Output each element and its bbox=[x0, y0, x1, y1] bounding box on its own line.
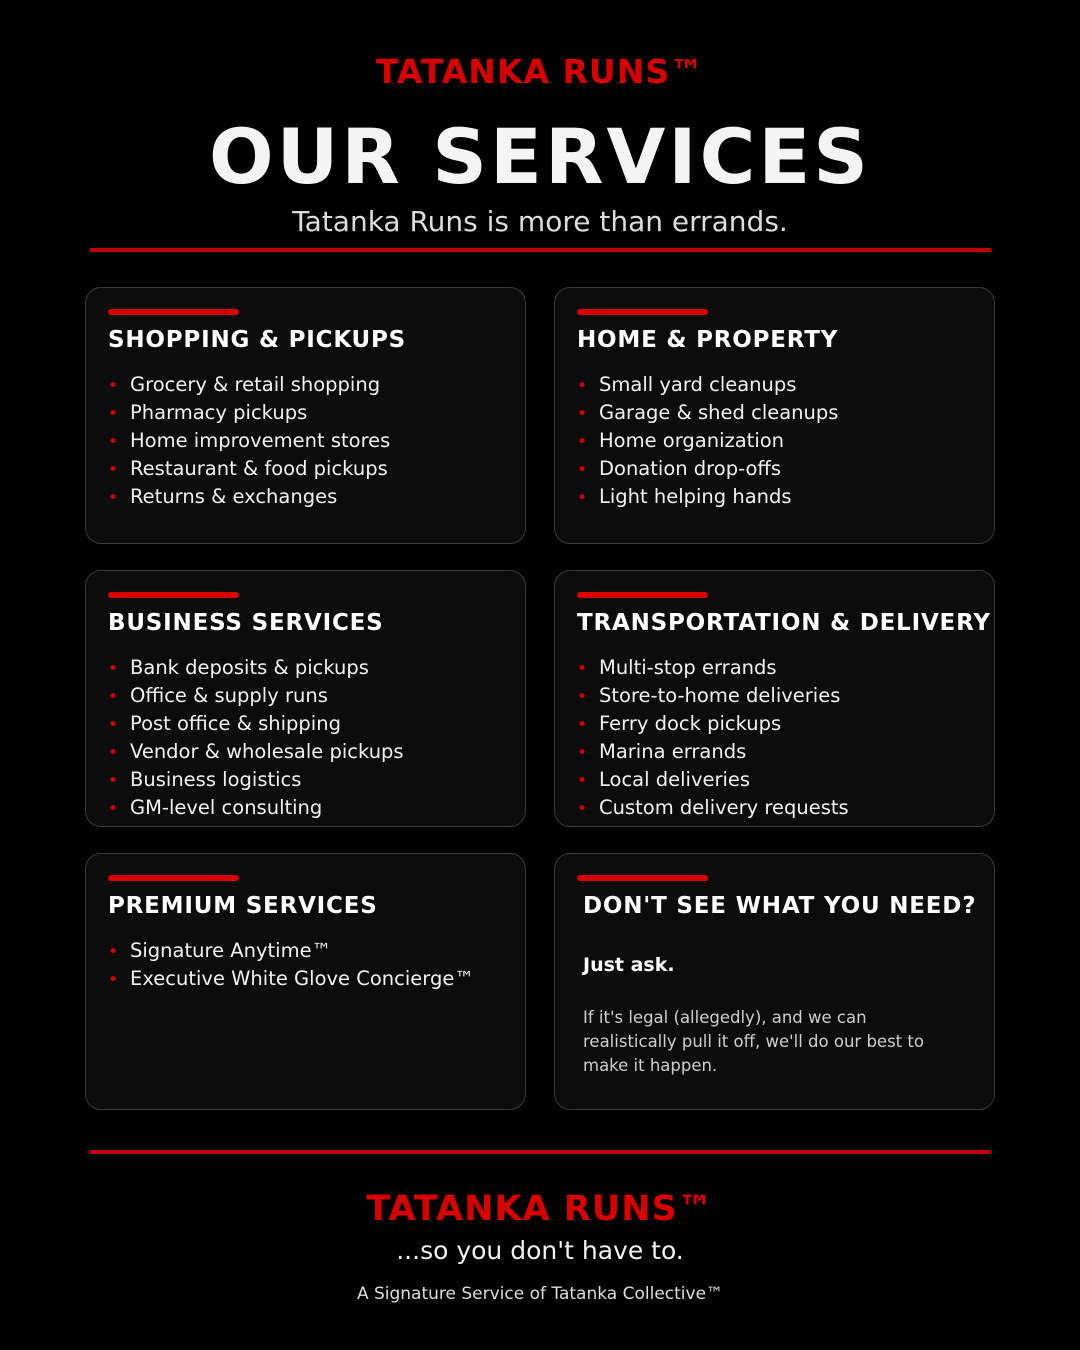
list-item-label: Post office & shipping bbox=[130, 712, 341, 735]
list-item bbox=[577, 710, 849, 738]
footer-credit: A Signature Service of Tatanka Collective™ bbox=[356, 1284, 724, 1304]
list-item bbox=[577, 794, 849, 822]
bullet-icon: • bbox=[108, 460, 119, 480]
list-item bbox=[108, 738, 404, 766]
bullet-icon: • bbox=[108, 488, 119, 508]
list-item bbox=[108, 371, 390, 399]
card-title: PREMIUM SERVICES bbox=[108, 893, 378, 919]
page-subtitle: Tatanka Runs is more than errands. bbox=[292, 205, 788, 238]
list-item-label: Bank deposits & pickups bbox=[130, 656, 369, 679]
bullet-icon: • bbox=[108, 771, 119, 791]
list-item-label: Home organization bbox=[599, 429, 785, 452]
list-item bbox=[577, 427, 838, 455]
bullet-icon: • bbox=[577, 460, 588, 480]
card-business-services bbox=[85, 570, 526, 827]
bullet-icon: • bbox=[108, 743, 119, 763]
list-item-label: Marina errands bbox=[599, 740, 747, 763]
footer-tagline: ...so you don't have to. bbox=[396, 1236, 684, 1265]
bullet-icon: • bbox=[108, 432, 119, 452]
bullet-icon: • bbox=[108, 404, 119, 424]
brand-logo-top: TATANKA RUNS™ bbox=[375, 52, 705, 91]
service-list bbox=[577, 371, 838, 511]
bullet-icon: • bbox=[577, 376, 588, 396]
divider-top bbox=[90, 248, 991, 252]
bullet-icon: • bbox=[108, 715, 119, 735]
card-accent-bar bbox=[577, 875, 708, 881]
list-item bbox=[108, 427, 390, 455]
ask-description: If it's legal (allegedly), and we can realistically pull it off, we'll do our best to make it happen. bbox=[583, 1008, 924, 1075]
list-item bbox=[577, 455, 838, 483]
card-premium-services bbox=[85, 853, 526, 1110]
list-item-label: Returns & exchanges bbox=[130, 485, 338, 508]
card-title: HOME & PROPERTY bbox=[577, 327, 839, 353]
ask-subtitle: Just ask. bbox=[583, 954, 675, 976]
bullet-icon: • bbox=[577, 659, 588, 679]
bullet-icon: • bbox=[108, 687, 119, 707]
bullet-icon: • bbox=[577, 687, 588, 707]
bullet-icon: • bbox=[108, 659, 119, 679]
list-item-label: Local deliveries bbox=[599, 768, 751, 791]
card-accent-bar bbox=[577, 592, 708, 598]
card-accent-bar bbox=[577, 309, 708, 315]
list-item bbox=[108, 455, 390, 483]
list-item-label: GM-level consulting bbox=[130, 796, 323, 819]
bullet-icon: • bbox=[108, 799, 119, 819]
bullet-icon: • bbox=[577, 404, 588, 424]
card-shopping-pickups bbox=[85, 287, 526, 544]
list-item-label: Executive White Glove Concierge™ bbox=[130, 967, 474, 990]
list-item bbox=[577, 682, 849, 710]
list-item bbox=[108, 710, 404, 738]
bullet-icon: • bbox=[108, 970, 119, 990]
list-item-label: Multi-stop errands bbox=[599, 656, 777, 679]
card-accent-bar bbox=[108, 592, 239, 598]
list-item-label: Office & supply runs bbox=[130, 684, 328, 707]
divider-bottom bbox=[90, 1150, 991, 1154]
card-accent-bar bbox=[108, 875, 239, 881]
card-dont-see-what-you-need bbox=[554, 853, 995, 1110]
card-title: SHOPPING & PICKUPS bbox=[108, 327, 407, 353]
list-item-label: Vendor & wholesale pickups bbox=[130, 740, 404, 763]
brand-logo-bottom: TATANKA RUNS™ bbox=[366, 1189, 714, 1229]
list-item-label: Donation drop-offs bbox=[599, 457, 782, 480]
bullet-icon: • bbox=[577, 799, 588, 819]
list-item bbox=[108, 766, 404, 794]
list-item bbox=[108, 483, 390, 511]
card-title: TRANSPORTATION & DELIVERY bbox=[577, 610, 991, 636]
list-item bbox=[108, 937, 474, 965]
bullet-icon: • bbox=[108, 376, 119, 396]
bullet-icon: • bbox=[577, 432, 588, 452]
card-home-property bbox=[554, 287, 995, 544]
list-item-label: Signature Anytime™ bbox=[130, 939, 332, 962]
list-item-label: Business logistics bbox=[130, 768, 302, 791]
list-item-label: Custom delivery requests bbox=[599, 796, 849, 819]
card-transportation-delivery bbox=[554, 570, 995, 827]
service-list bbox=[577, 654, 849, 822]
list-item bbox=[577, 766, 849, 794]
service-list bbox=[108, 654, 404, 822]
bullet-icon: • bbox=[577, 715, 588, 735]
list-item bbox=[108, 682, 404, 710]
list-item bbox=[577, 654, 849, 682]
list-item bbox=[108, 965, 474, 993]
bullet-icon: • bbox=[108, 942, 119, 962]
list-item bbox=[108, 794, 404, 822]
list-item-label: Garage & shed cleanups bbox=[599, 401, 839, 424]
service-list bbox=[108, 937, 474, 993]
list-item bbox=[577, 738, 849, 766]
list-item-label: Small yard cleanups bbox=[599, 373, 797, 396]
list-item bbox=[577, 371, 838, 399]
list-item-label: Store-to-home deliveries bbox=[599, 684, 841, 707]
list-item bbox=[577, 483, 838, 511]
page-title: OUR SERVICES bbox=[209, 112, 871, 201]
bullet-icon: • bbox=[577, 488, 588, 508]
list-item bbox=[108, 654, 404, 682]
bullet-icon: • bbox=[577, 771, 588, 791]
card-accent-bar bbox=[108, 309, 239, 315]
list-item-label: Restaurant & food pickups bbox=[130, 457, 388, 480]
list-item-label: Light helping hands bbox=[599, 485, 792, 508]
list-item-label: Pharmacy pickups bbox=[130, 401, 308, 424]
list-item bbox=[577, 399, 838, 427]
list-item-label: Ferry dock pickups bbox=[599, 712, 782, 735]
card-title: BUSINESS SERVICES bbox=[108, 610, 384, 636]
list-item-label: Home improvement stores bbox=[130, 429, 391, 452]
list-item bbox=[108, 399, 390, 427]
service-list bbox=[108, 371, 390, 511]
list-item-label: Grocery & retail shopping bbox=[130, 373, 381, 396]
card-title: DON'T SEE WHAT YOU NEED? bbox=[583, 893, 977, 919]
bullet-icon: • bbox=[577, 743, 588, 763]
